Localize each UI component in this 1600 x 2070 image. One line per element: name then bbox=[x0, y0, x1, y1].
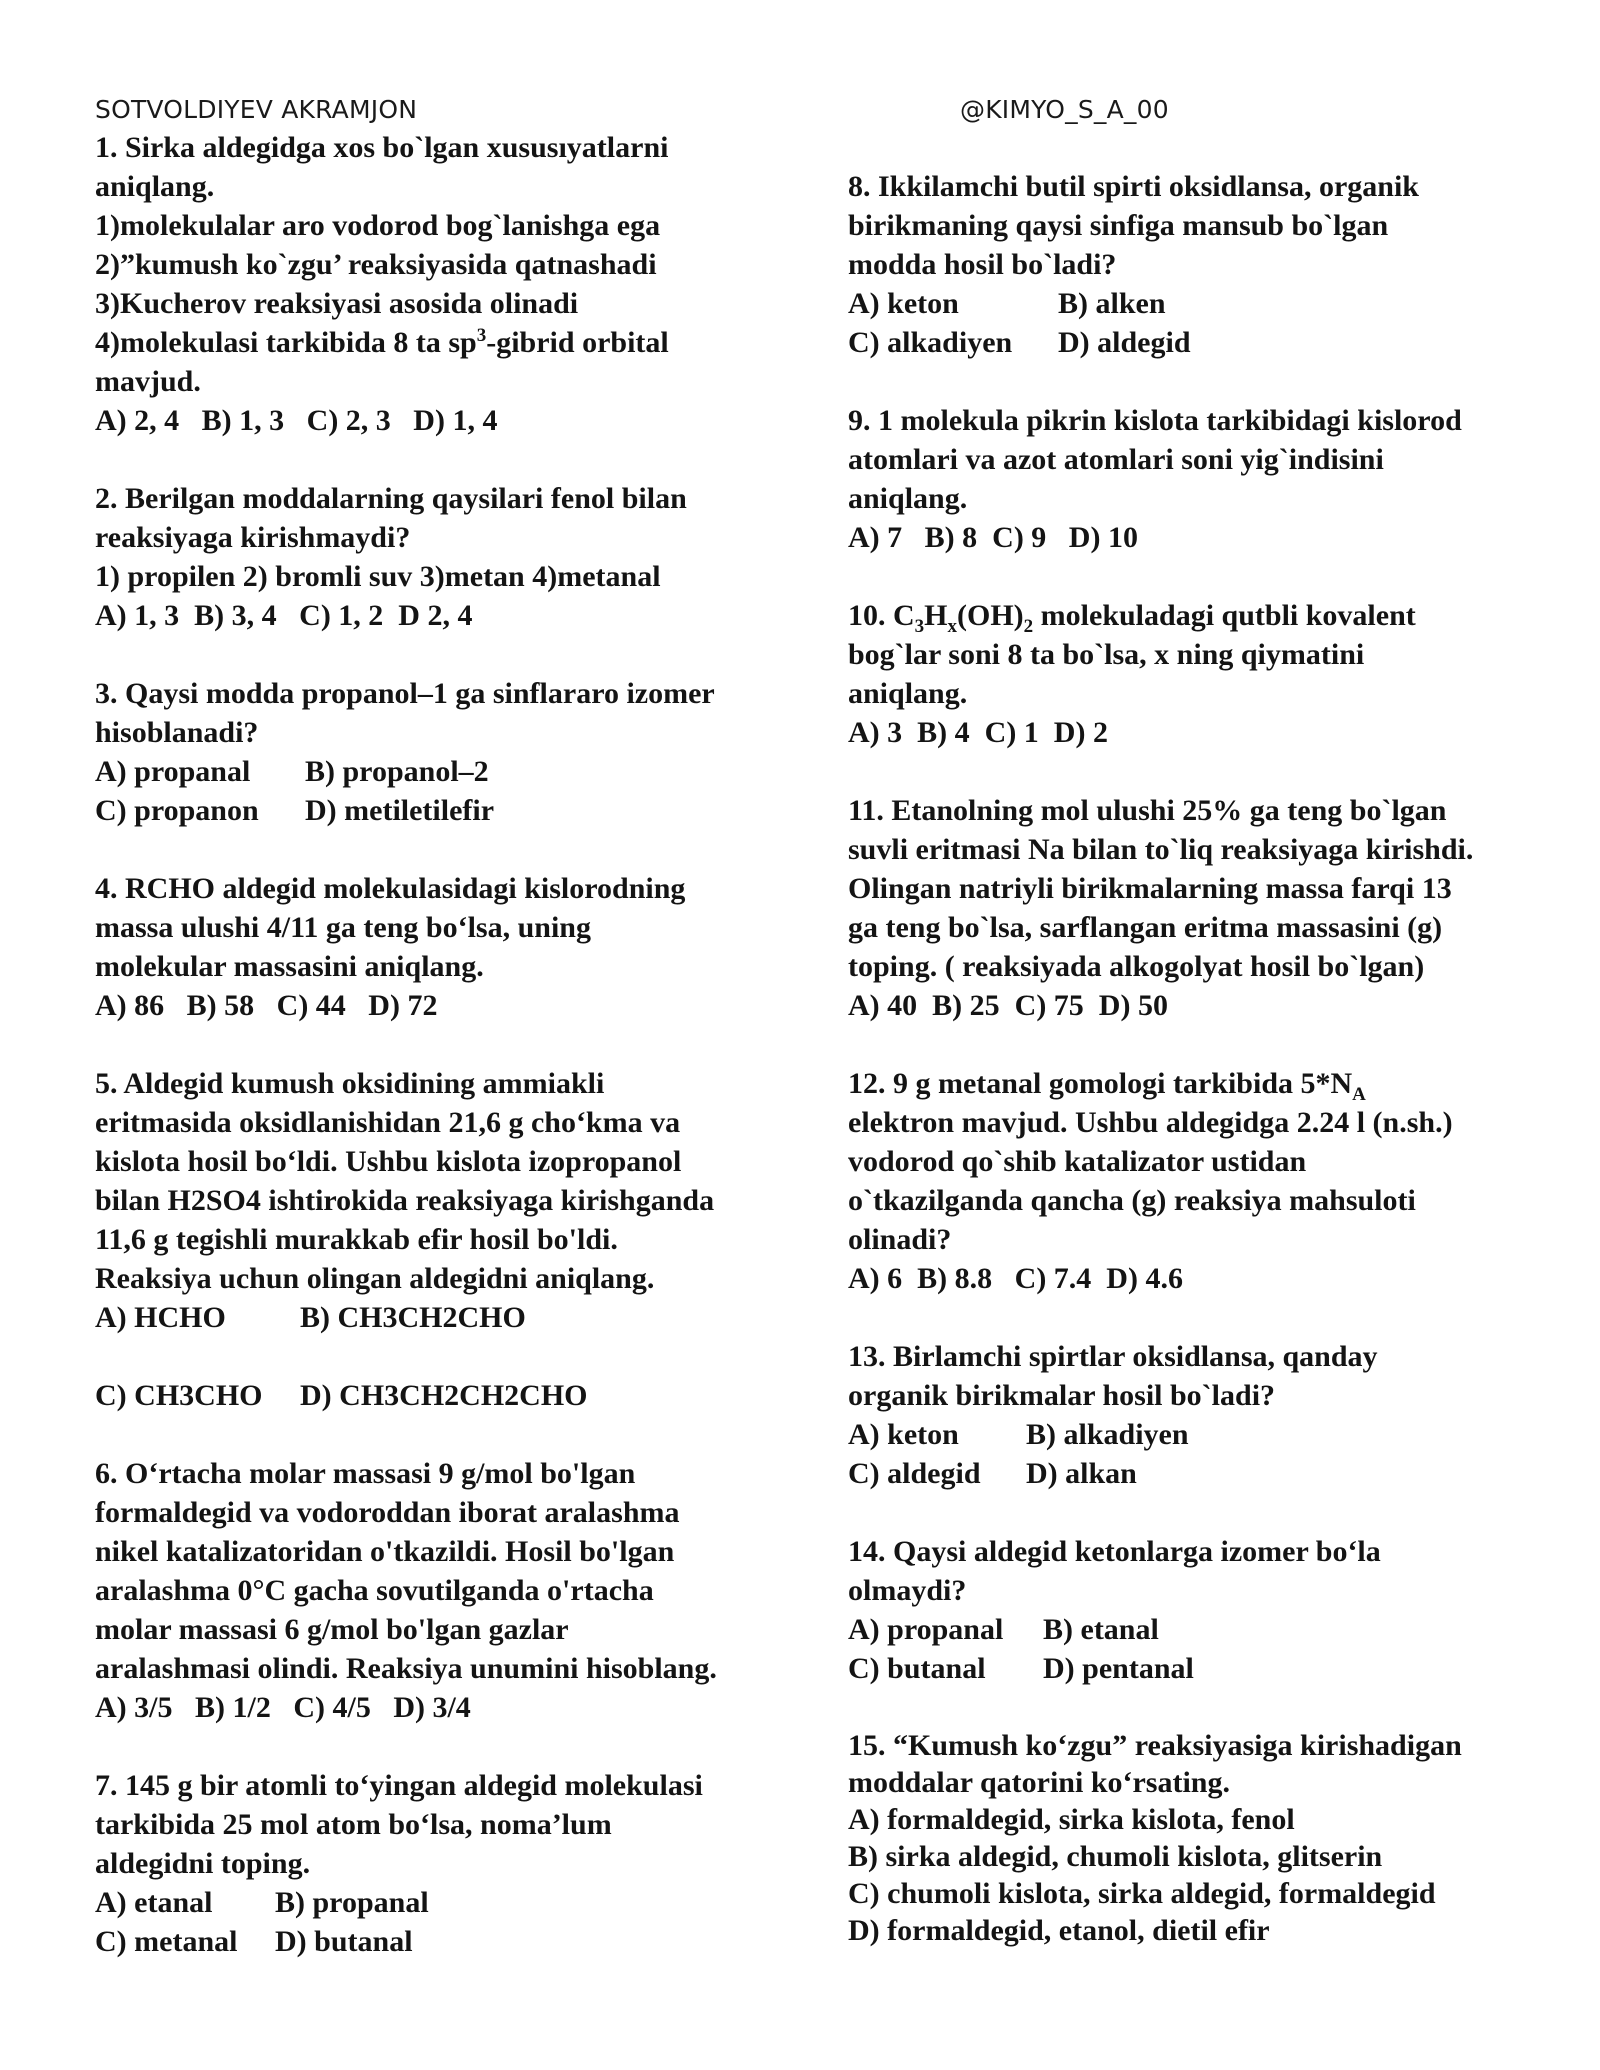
answer-options bbox=[848, 518, 1528, 557]
question-2 bbox=[95, 479, 775, 635]
answer-text: A) 3 B) 4 C) 1 D) 2 bbox=[848, 716, 1108, 749]
option-a: A) keton bbox=[848, 1418, 959, 1451]
option-c: C) chumoli kislota, sirka aldegid, formaldegid bbox=[848, 1877, 1436, 1910]
subscript: 2 bbox=[1023, 616, 1034, 637]
option-a: A) formaldegid, sirka kislota, fenol bbox=[848, 1803, 1295, 1836]
question-12 bbox=[848, 1064, 1528, 1298]
question-text-line: o`tkazilganda qancha (g) reaksiya mahsuloti bbox=[848, 1184, 1416, 1217]
option-b: B) alken bbox=[1058, 287, 1166, 320]
option-c: C) alkadiyen bbox=[848, 326, 1013, 359]
answer-text: A) 86 B) 58 C) 44 D) 72 bbox=[95, 989, 438, 1022]
answer-text: A) 3/5 B) 1/2 C) 4/5 D) 3/4 bbox=[95, 1691, 471, 1724]
option-b: B) sirka aldegid, chumoli kislota, glitserin bbox=[848, 1840, 1383, 1873]
option-a: A) HCHO bbox=[95, 1301, 226, 1334]
question-text-line: bog`lar soni 8 ta bo`lsa, x ning qiymatini bbox=[848, 638, 1365, 671]
question-text-line: 13. Birlamchi spirtlar oksidlansa, qanday bbox=[848, 1340, 1378, 1373]
option-b: B) propanal bbox=[275, 1886, 429, 1919]
question-text-line: 8. Ikkilamchi butil spirti oksidlansa, organik bbox=[848, 170, 1419, 203]
question-14 bbox=[848, 1532, 1528, 1688]
question-text-line: atomlari va azot atomlari soni yig`indisini bbox=[848, 443, 1384, 476]
answer-text: A) 1, 3 B) 3, 4 C) 1, 2 D 2, 4 bbox=[95, 599, 473, 632]
formula-part: (OH) bbox=[957, 599, 1024, 632]
question-text-line: 5. Aldegid kumush oksidining ammiakli bbox=[95, 1067, 605, 1100]
option-d: D) aldegid bbox=[1058, 326, 1191, 359]
answer-options bbox=[95, 596, 775, 635]
subscript: A bbox=[1352, 1084, 1366, 1105]
question-text-line: kislota hosil bo‘ldi. Ushbu kislota izopropanol bbox=[95, 1145, 682, 1178]
question-text-line bbox=[848, 596, 1528, 635]
question-text-line: hisoblanadi? bbox=[95, 716, 259, 749]
question-text-line: 9. 1 molekula pikrin kislota tarkibidagi kislorod bbox=[848, 404, 1462, 437]
question-text-line: 11,6 g tegishli murakkab efir hosil bo'ldi. bbox=[95, 1223, 618, 1256]
option-d: D) alkan bbox=[1026, 1457, 1137, 1490]
option-a: A) etanal bbox=[95, 1886, 213, 1919]
answer-options bbox=[95, 401, 775, 440]
question-text-line: elektron mavjud. Ushbu aldegidga 2.24 l (n.sh.) bbox=[848, 1106, 1453, 1139]
option-d: D) butanal bbox=[275, 1925, 413, 1958]
left-column bbox=[95, 128, 775, 2000]
statement: mavjud. bbox=[95, 365, 201, 398]
option-a: A) keton bbox=[848, 287, 959, 320]
option-c: C) butanal bbox=[848, 1652, 986, 1685]
option-c: C) aldegid bbox=[848, 1457, 981, 1490]
question-text-line: massa ulushi 4/11 ga teng bo‘lsa, uning bbox=[95, 911, 591, 944]
answer-options bbox=[95, 1376, 775, 1415]
option-d: D) formaldegid, etanol, dietil efir bbox=[848, 1914, 1270, 1947]
answer-options bbox=[848, 1454, 1528, 1493]
question-6 bbox=[95, 1454, 775, 1727]
question-text-line: bilan H2SO4 ishtirokida reaksiyaga kirishganda bbox=[95, 1184, 715, 1217]
question-4 bbox=[95, 869, 775, 1025]
statement-text: -gibrid orbital bbox=[486, 326, 669, 359]
question-text-line: Reaksiya uchun olingan aldegidni aniqlang. bbox=[95, 1262, 655, 1295]
question-text-line: ga teng bo`lsa, sarflangan eritma massasini (g) bbox=[848, 911, 1443, 944]
question-9 bbox=[848, 401, 1528, 557]
question-5 bbox=[95, 1064, 775, 1415]
question-text: 12. 9 g metanal gomologi tarkibida 5*N bbox=[848, 1067, 1353, 1100]
question-10 bbox=[848, 596, 1528, 752]
answer-options bbox=[848, 284, 1528, 323]
question-text-line: aniqlang. bbox=[848, 482, 968, 515]
answer-text: A) 7 B) 8 C) 9 D) 10 bbox=[848, 521, 1138, 554]
answer-options bbox=[848, 1649, 1528, 1688]
question-text-line: 6. O‘rtacha molar massasi 9 g/mol bo'lgan bbox=[95, 1457, 636, 1490]
question-text-line: modda hosil bo`ladi? bbox=[848, 248, 1117, 281]
spacer bbox=[95, 1337, 775, 1376]
channel-handle: @KIMYO_S_A_00 bbox=[960, 95, 1169, 124]
question-text-line: aniqlang. bbox=[848, 677, 968, 710]
question-15 bbox=[848, 1727, 1528, 1949]
question-text-line: 4. RCHO aldegid molekulasidagi kislorodning bbox=[95, 872, 686, 905]
question-text-line: toping. ( reaksiyada alkogolyat hosil bo`lgan) bbox=[848, 950, 1425, 983]
subscript: 3 bbox=[914, 616, 925, 637]
question-text-line bbox=[848, 1064, 1528, 1103]
answer-options bbox=[848, 1610, 1528, 1649]
option-b: B) propanol–2 bbox=[305, 755, 489, 788]
question-text-line: 15. “Kumush ko‘zgu” reaksiyasiga kirishadigan bbox=[848, 1729, 1462, 1762]
question-13 bbox=[848, 1337, 1528, 1493]
question-text-line: aralashma 0°C gacha sovutilganda o'rtacha bbox=[95, 1574, 654, 1607]
option-c: C) metanal bbox=[95, 1925, 238, 1958]
question-text: molekuladagi qutbli kovalent bbox=[1033, 599, 1416, 632]
formula-part: 10. C bbox=[848, 599, 915, 632]
answer-options bbox=[95, 1922, 775, 1961]
question-text-line: molekular massasini aniqlang. bbox=[95, 950, 484, 983]
question-text-line: 1. Sirka aldegidga xos bo`lgan xususıyatlarni bbox=[95, 131, 669, 164]
answer-text: A) 2, 4 B) 1, 3 C) 2, 3 D) 1, 4 bbox=[95, 404, 498, 437]
question-text-line: Olingan natriyli birikmalarning massa farqi 13 bbox=[848, 872, 1452, 905]
question-text-line: formaldegid va vodoroddan iborat aralashma bbox=[95, 1496, 680, 1529]
question-text-line: 2. Berilgan moddalarning qaysilari fenol bilan bbox=[95, 482, 687, 515]
question-text-line: olmaydi? bbox=[848, 1574, 967, 1607]
option-d: D) CH3CH2CH2CHO bbox=[300, 1379, 588, 1412]
statement: 2)”kumush ko`zgu’ reaksiyasida qatnashadi bbox=[95, 248, 657, 281]
statement: 3)Kucherov reaksiyasi asosida olinadi bbox=[95, 287, 579, 320]
answer-options bbox=[848, 1415, 1528, 1454]
question-3 bbox=[95, 674, 775, 830]
question-7 bbox=[95, 1766, 775, 1961]
answer-options bbox=[95, 791, 775, 830]
option-b: B) CH3CH2CHO bbox=[300, 1301, 526, 1334]
answer-options bbox=[848, 713, 1528, 752]
question-text-line: nikel katalizatoridan o'tkazildi. Hosil bo'lgan bbox=[95, 1535, 675, 1568]
option-c: C) propanon bbox=[95, 794, 259, 827]
option-d: D) metiletilefir bbox=[305, 794, 495, 827]
option-b: B) alkadiyen bbox=[1026, 1418, 1189, 1451]
statement bbox=[95, 323, 775, 362]
answer-options bbox=[95, 986, 775, 1025]
question-text-line: 11. Etanolning mol ulushi 25% ga teng bo`lgan bbox=[848, 794, 1447, 827]
answer-options bbox=[95, 1298, 775, 1337]
answer-options bbox=[848, 1259, 1528, 1298]
subscript: x bbox=[947, 616, 958, 637]
question-text-line: tarkibida 25 mol atom bo‘lsa, noma’lum bbox=[95, 1808, 612, 1841]
answer-options bbox=[848, 323, 1528, 362]
question-text-line: olinadi? bbox=[848, 1223, 952, 1256]
right-column bbox=[848, 167, 1528, 1949]
statement: 1)molekulalar aro vodorod bog`lanishga ega bbox=[95, 209, 661, 242]
answer-options bbox=[95, 1688, 775, 1727]
question-text-line: aldegidni toping. bbox=[95, 1847, 311, 1880]
question-text-line: molar massasi 6 g/mol bo'lgan gazlar bbox=[95, 1613, 569, 1646]
question-8 bbox=[848, 167, 1528, 362]
question-11 bbox=[848, 791, 1528, 1025]
question-text-line: moddalar qatorini ko‘rsating. bbox=[848, 1766, 1230, 1799]
answer-options bbox=[95, 752, 775, 791]
question-text-line: reaksiyaga kirishmaydi? bbox=[95, 521, 411, 554]
question-1 bbox=[95, 128, 775, 440]
statement: 1) propilen 2) bromli suv 3)metan 4)metanal bbox=[95, 560, 661, 593]
question-text-line: eritmasida oksidlanishidan 21,6 g cho‘kma va bbox=[95, 1106, 681, 1139]
option-d: D) pentanal bbox=[1043, 1652, 1194, 1685]
answer-text: A) 6 B) 8.8 C) 7.4 D) 4.6 bbox=[848, 1262, 1183, 1295]
question-text-line: 3. Qaysi modda propanol–1 ga sinflararo izomer bbox=[95, 677, 715, 710]
answer-options bbox=[848, 986, 1528, 1025]
question-text-line: birikmaning qaysi sinfiga mansub bo`lgan bbox=[848, 209, 1389, 242]
question-text-line: organik birikmalar hosil bo`ladi? bbox=[848, 1379, 1276, 1412]
superscript: 3 bbox=[476, 325, 487, 346]
author-name: SOTVOLDIYEV AKRAMJON bbox=[95, 95, 418, 124]
question-text-line: 7. 145 g bir atomli to‘yingan aldegid molekulasi bbox=[95, 1769, 703, 1802]
statement-text: 4)molekulasi tarkibida 8 ta sp bbox=[95, 326, 477, 359]
answer-text: A) 40 B) 25 C) 75 D) 50 bbox=[848, 989, 1168, 1022]
option-a: A) propanal bbox=[95, 755, 251, 788]
answer-options bbox=[95, 1883, 775, 1922]
question-text-line: 14. Qaysi aldegid ketonlarga izomer bo‘la bbox=[848, 1535, 1381, 1568]
option-c: C) CH3CHO bbox=[95, 1379, 263, 1412]
option-b: B) etanal bbox=[1043, 1613, 1159, 1646]
question-text-line: aniqlang. bbox=[95, 170, 215, 203]
question-text-line: vodorod qo`shib katalizator ustidan bbox=[848, 1145, 1307, 1178]
formula-part: H bbox=[924, 599, 948, 632]
option-a: A) propanal bbox=[848, 1613, 1004, 1646]
question-text-line: suvli eritmasi Na bilan to`liq reaksiyaga kirishdi. bbox=[848, 833, 1474, 866]
question-text-line: aralashmasi olindi. Reaksiya unumini hisoblang. bbox=[95, 1652, 717, 1685]
